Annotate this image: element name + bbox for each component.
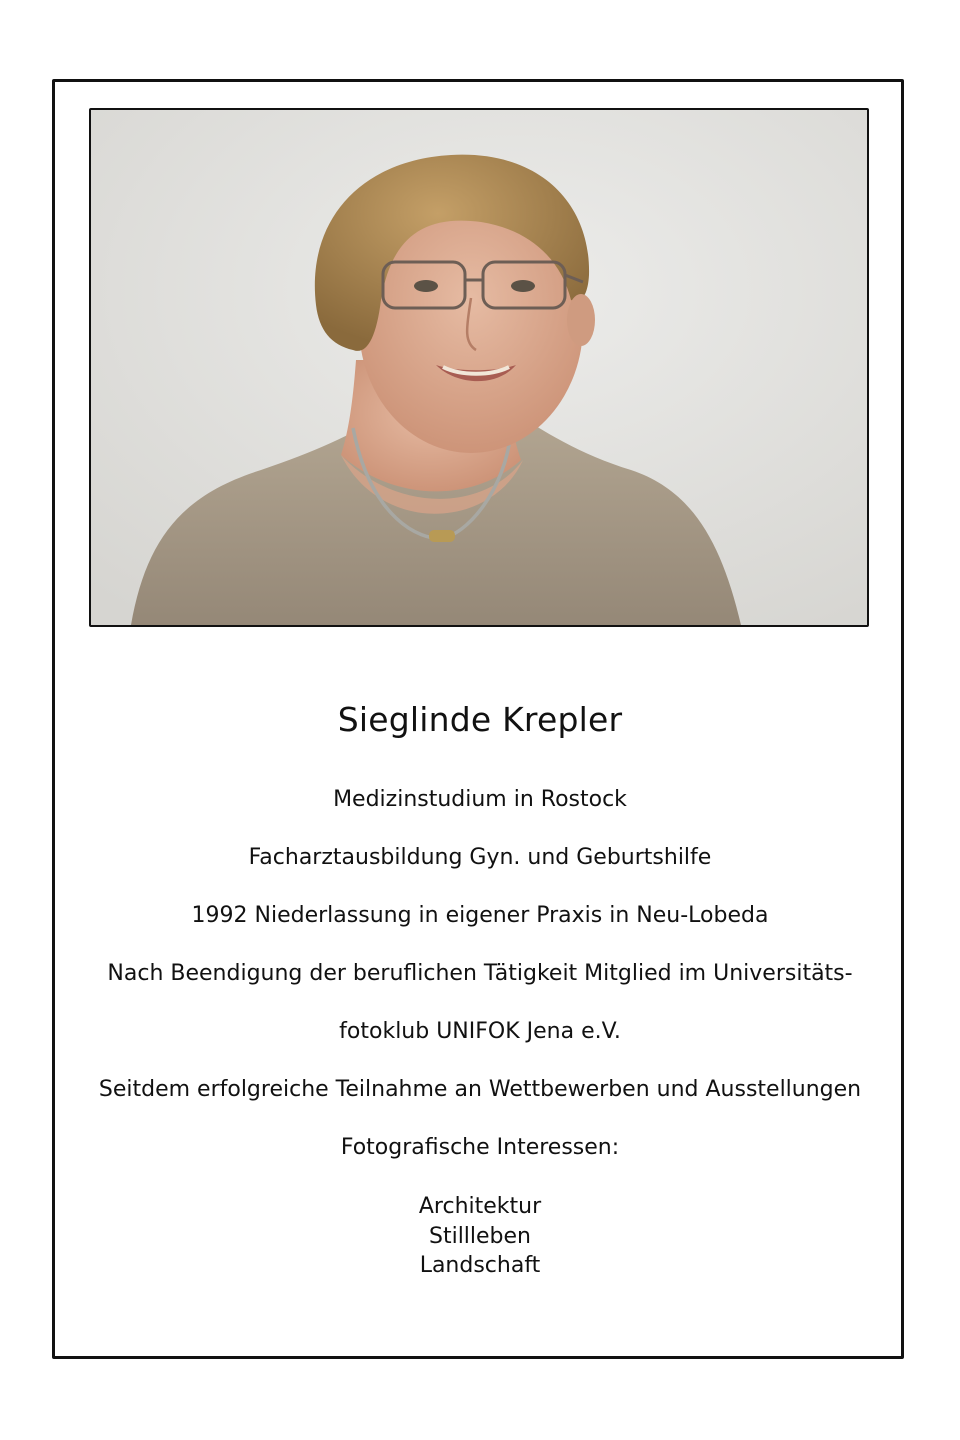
- bio-line-4: Nach Beendigung der beruflichen Tätigkeit Mitglied im Universitäts-: [107, 961, 853, 986]
- bio-line-3: 1992 Niederlassung in eigener Praxis in Neu-Lobeda: [191, 903, 769, 928]
- bio-line-1: Medizinstudium in Rostock: [333, 787, 627, 812]
- portrait-photo: [89, 108, 869, 627]
- interest-item: Landschaft: [419, 1253, 541, 1278]
- person-name: Sieglinde Krepler: [337, 700, 623, 739]
- portrait-illustration: [91, 110, 867, 625]
- interest-item: Stillleben: [428, 1223, 532, 1249]
- interests-heading: Fotografische Interessen:: [340, 1135, 620, 1160]
- interests-list: [52, 1192, 908, 1281]
- interest-item: Architektur: [418, 1194, 542, 1219]
- bio-line-6: Seitdem erfolgreiche Teilnahme an Wettbewerben und Ausstellungen: [98, 1077, 862, 1102]
- bio-line-2: Facharztausbildung Gyn. und Geburtshilfe: [248, 845, 712, 870]
- bio-line-5: fotoklub UNIFOK Jena e.V.: [339, 1019, 621, 1044]
